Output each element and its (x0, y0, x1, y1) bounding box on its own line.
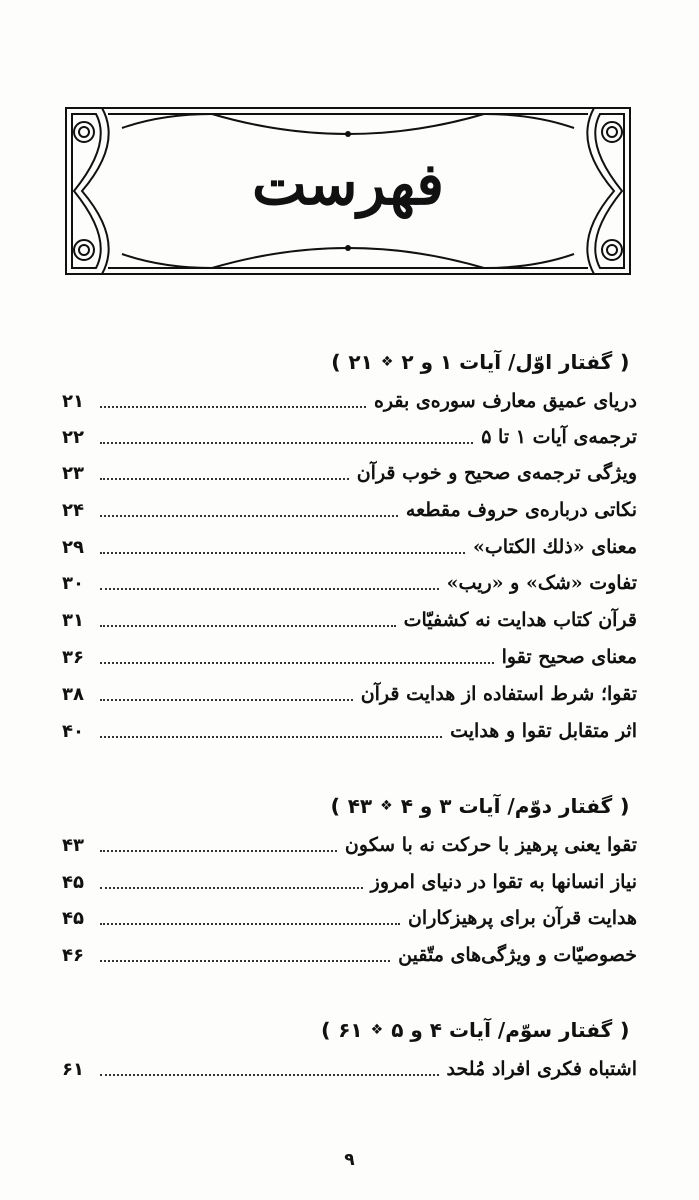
toc-entry[interactable] (62, 603, 637, 637)
entry-title: تقوا؛ شرط استفاده از هدایت قرآن (360, 683, 637, 705)
ornament-bracket-icon: ❪ (616, 794, 633, 818)
dot-leader (100, 850, 337, 852)
toc-entry[interactable] (62, 640, 637, 674)
dot-leader (100, 442, 473, 444)
section-heading-label: گفتار سوّم/ آیات ۴ و ۵ (391, 1018, 613, 1042)
entry-page: ۲۱ (62, 390, 84, 412)
dot-leader (100, 625, 396, 627)
entry-page: ۴۶ (62, 944, 84, 966)
section-heading-label: گفتار دوّم/ آیات ۳ و ۴ (400, 794, 613, 818)
dot-leader (100, 662, 494, 664)
ornament-bracket-icon: ❫ (317, 1018, 335, 1042)
entry-title: نیاز انسانها به تقوا در دنیای امروز (370, 871, 637, 893)
dot-leader (100, 960, 390, 962)
diamond-flower-icon: ❖ (370, 1022, 384, 1038)
toc-entry[interactable] (62, 384, 637, 418)
dot-leader (100, 923, 400, 925)
page-title: فهرست (251, 150, 444, 218)
entry-title: اشتباه فکری افراد مُلحد (446, 1058, 637, 1080)
toc-entry[interactable] (62, 828, 637, 862)
toc-entry[interactable] (62, 714, 637, 748)
dot-leader (100, 552, 465, 554)
toc-entry[interactable] (62, 901, 637, 935)
entry-title: اثر متقابل تقوا و هدایت (450, 720, 637, 742)
entry-page: ۶۱ (62, 1058, 84, 1080)
ornament-bracket-icon: ❪ (616, 350, 633, 374)
entry-page: ۴۰ (62, 720, 84, 742)
diamond-flower-icon: ❖ (380, 798, 393, 814)
section-heading-label: گفتار اوّل/ آیات ۱ و ۲ (401, 350, 613, 374)
dot-leader (100, 736, 442, 738)
entry-title: تفاوت «شک» و «ریب» (446, 572, 637, 594)
entry-title: معنای صحیح تقوا (501, 646, 637, 668)
toc-entry[interactable] (62, 530, 637, 564)
section-heading-page: ۲۱ (348, 350, 373, 374)
toc-entry[interactable] (62, 456, 637, 490)
dot-leader (100, 887, 363, 889)
entry-page: ۲۴ (62, 499, 84, 521)
toc-entry[interactable] (62, 493, 637, 527)
entry-page: ۴۵ (62, 871, 84, 893)
entry-title: تقوا یعنی پرهیز با حرکت نه با سکون (344, 834, 637, 856)
entry-title: ویژگی ترجمه‌ی صحیح و خوب قرآن (356, 462, 637, 484)
entry-page: ۳۱ (62, 609, 84, 631)
entry-page: ۲۲ (62, 426, 84, 448)
entry-title: قرآن کتاب هدایت نه کشفیّات (403, 609, 637, 631)
dot-leader (100, 406, 366, 408)
section-heading-page: ۴۳ (347, 794, 373, 818)
entry-page: ۴۳ (62, 834, 84, 856)
page-number: ۹ (344, 1150, 355, 1170)
entry-page: ۳۰ (62, 572, 84, 594)
dot-leader (100, 699, 353, 701)
entry-title: خصوصیّات و ویژگی‌های متّقین (398, 944, 637, 966)
entry-page: ۲۳ (62, 462, 84, 484)
dot-leader (100, 515, 398, 517)
toc-entry[interactable] (62, 677, 637, 711)
dot-leader (100, 478, 349, 480)
section-heading-page: ۶۱ (338, 1018, 363, 1042)
toc-entry[interactable] (62, 420, 637, 454)
ornament-bracket-icon: ❪ (616, 1018, 633, 1042)
section-heading (100, 788, 637, 824)
diamond-flower-icon: ❖ (380, 354, 394, 370)
ornament-bracket-icon: ❫ (326, 794, 344, 818)
toc-entry[interactable] (62, 865, 637, 899)
entry-title: ترجمه‌ی آیات ۱ تا ۵ (481, 426, 637, 448)
entry-page: ۳۸ (62, 683, 84, 705)
dot-leader (100, 588, 439, 590)
entry-page: ۲۹ (62, 536, 84, 558)
ornament-bracket-icon: ❫ (327, 350, 345, 374)
toc-entry[interactable] (62, 566, 637, 600)
entry-title: نکاتی درباره‌ی حروف مقطعه (405, 499, 637, 521)
entry-page: ۴۵ (62, 907, 84, 929)
toc-entry[interactable] (62, 938, 637, 972)
entry-title: معنای «ذلك الكتاب» (473, 536, 637, 558)
entry-title: هدایت قرآن برای پرهیزکاران (407, 907, 637, 929)
toc-entry[interactable] (62, 1052, 637, 1086)
section-heading (100, 1012, 637, 1048)
dot-leader (100, 1074, 439, 1076)
entry-page: ۳۶ (62, 646, 84, 668)
section-heading (100, 344, 637, 380)
entry-title: دریای عمیق معارف سوره‌ی بقره (373, 390, 637, 412)
